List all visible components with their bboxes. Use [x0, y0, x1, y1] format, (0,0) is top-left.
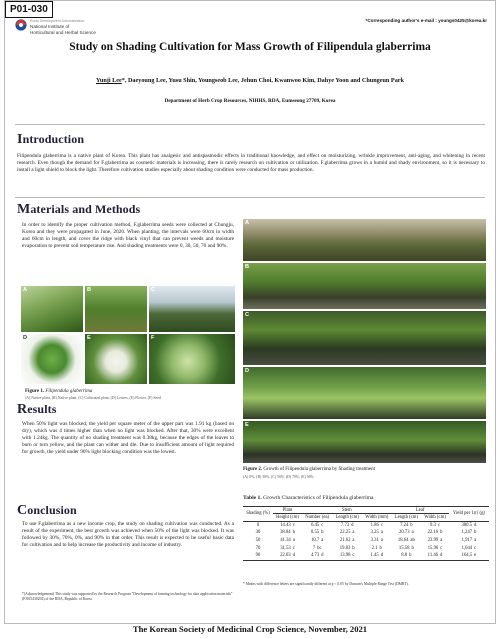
table-value: 7: [312, 545, 316, 551]
figure2-photo-b: B: [243, 263, 486, 309]
significance-letter: b: [474, 530, 477, 536]
methods-text: In order to identify the proper cultivation method, F.glaberrima seeds were collected at Chungju, Korea and they were propagated in June, 2020. When planting, the intervals were 60cm in width and 60cm in length, and cover the ridge with black vinyl that can prevent weeds and moisture evaporation to prevent soil temperature rise. And shading treatments were 0, 30, 50, 70 and 90%.: [22, 222, 234, 250]
table-cell: [421, 545, 449, 553]
institute-name: [30, 19, 96, 35]
acknowledgement: *(Acknowledgement) This study was supported by the Research Program "Development of farming technology for skin application materials" (PJ015430202) of the RDA, Republic of Korea.: [22, 592, 233, 601]
figure1-subcaption: (A) Native plant, (B) Native plant, (C) Cultivated plant, (D) Leaves, (E) Flower, (F) Seed: [25, 396, 161, 400]
col-stem-number: Number (ea): [302, 514, 332, 521]
table-value: 21.62: [339, 538, 351, 543]
table-cell: [302, 552, 332, 560]
table-cell: [362, 529, 391, 537]
table-value: 11.46: [427, 553, 439, 559]
table-value: 8.55: [310, 530, 320, 536]
table-cell: [332, 537, 362, 545]
table-value: 4.73: [310, 553, 320, 559]
table-cell-shading: 30: [255, 530, 261, 536]
significance-letter: c: [437, 522, 440, 528]
table-row: [243, 545, 489, 553]
table-row: [243, 521, 489, 529]
significance-letter: c: [380, 522, 383, 528]
significance-letter: a: [321, 538, 324, 543]
introduction-heading: Introduction: [17, 132, 85, 147]
results-text: When 50% light was blocked, the yield per square meter of the upper part was 1.91 kg (based on dry), which was 4 times higher than when no light was blocked. After that, 30% were excellent with 1.24kg. The quantity of no shading treatment was 0.38kg, because the edges of the leaves to burn or turn yellow, and the plant can wither and die. Due to insufficient amount of light required for growth, the yield under 90% light blocking condition was the lowest.: [22, 421, 234, 456]
col-leaf-width: Width (cm): [421, 514, 449, 521]
significance-letter: d: [321, 553, 324, 559]
significance-letter: b: [352, 545, 355, 551]
table-value: 15.58: [398, 545, 410, 551]
significance-letter: d: [292, 553, 295, 559]
table-cell: [449, 537, 489, 545]
significance-letter: c: [292, 545, 295, 551]
table-cell-shading: 0: [256, 522, 260, 528]
significance-letter: c: [292, 522, 295, 528]
table-cell: [392, 545, 422, 553]
table-value: 1,917: [461, 538, 473, 543]
table-value: 13.98: [339, 553, 351, 559]
table-value: 1,044: [461, 545, 473, 551]
significance-letter: d: [351, 522, 354, 528]
significance-letter: e: [474, 553, 477, 559]
figure1-photo-c: C: [149, 286, 235, 332]
significance-letter: d: [440, 553, 443, 559]
corresponding-email: *Corresponding author's e-mail : youngs0425@korea.kr: [365, 18, 487, 23]
table-value: 380.5: [461, 522, 473, 528]
table-value: 22.25: [339, 530, 351, 536]
table-value: 6.45: [311, 522, 320, 528]
table-value: 9.3: [430, 522, 436, 528]
col-stem: Stem: [302, 507, 391, 514]
col-shading: Shading (%): [243, 507, 273, 522]
table-value: 164.5: [461, 553, 473, 559]
table-value: 3.31: [370, 538, 379, 543]
table-value: 1,247: [461, 530, 473, 536]
table-cell: [449, 545, 489, 553]
table-value: 23.99: [427, 538, 439, 543]
table-cell: [449, 529, 489, 537]
poster-title: Study on Shading Cultivation for Mass Growth of Filipendula glaberrima: [69, 41, 431, 53]
table-cell: [273, 545, 302, 553]
significance-letter: d: [380, 553, 384, 559]
conclusion-text: To use F.glaberrima as a new income crop, the study on shading cultivation was conducted. As a result of the experiment, the best growth was achieved when 50% of the light was blocked. It was followed by 30%, 70%, 0%, and 90% in that order. This result is expected to be useful basic data for cultivation and to help increase the productivity and income of industry.: [22, 521, 234, 549]
conclusion-heading: Conclusion: [17, 503, 77, 518]
affiliation: Department of Herb Crop Resources, NIHHS, RDA, Eumseong 27709, Korea: [164, 98, 336, 104]
significance-letter: a: [474, 538, 477, 543]
table-cell: [421, 552, 449, 560]
table-cell: [302, 529, 332, 537]
growth-table: [243, 506, 489, 561]
introduction-text: Filipendula glaberrima is a native plant of Korea. This plant has analgesic and antispasmodic effects in traditional knowledge, and effect on moisturizing, wrinkle improvement, anti-aging, and whitening in recent research. Even though the demand for F.glaberrima as cosmetic materials is increasing, there is rarely research on cultivation or utilization. F.glaberrima grows in a humid and shady environment, so it is necessary to install a light shield to block the light. Therefore cultivation studies especially about shading condition were conducted for mass production.: [17, 153, 485, 174]
table-cell: [362, 521, 391, 529]
significance-letter: a: [292, 538, 295, 543]
figure1-photo-d: D: [21, 334, 83, 384]
figure1-photo-e: E: [85, 334, 147, 384]
table-cell: [302, 521, 332, 529]
table-cell: [302, 545, 332, 553]
table-cell: [273, 529, 302, 537]
table-cell: [362, 537, 391, 545]
table-cell-shading: 70: [255, 545, 261, 551]
table-cell: [392, 521, 422, 529]
table1-caption: Table 1. Growth Characteristics of Filipendula glaberrima: [243, 495, 374, 501]
table-cell: [421, 529, 449, 537]
institute-logo-icon: [15, 19, 27, 31]
table-value: 7.73: [340, 522, 350, 528]
table-value: 18.64: [397, 538, 409, 543]
poster: [4, 0, 496, 624]
col-plant: Plant: [273, 507, 302, 514]
significance-letter: c: [474, 545, 477, 551]
figure2-photo-a: A: [243, 219, 486, 261]
significance-letter: b: [410, 522, 413, 528]
table-cell: [332, 529, 362, 537]
table-value: 20.73: [399, 530, 410, 536]
significance-letter: a: [352, 538, 355, 543]
table-cell-shading: 50: [255, 538, 261, 543]
figure1-photo-a: A: [21, 286, 83, 332]
significance-letter: a: [352, 530, 355, 536]
figure2-photo-e: E: [243, 421, 486, 463]
table-cell: [332, 521, 362, 529]
table-cell: [273, 521, 302, 529]
table-value: 7.24: [400, 522, 409, 528]
table-value: 19.83: [339, 545, 351, 551]
significance-letter: b: [379, 545, 382, 551]
significance-letter: c: [440, 545, 443, 551]
table-cell: [392, 552, 422, 560]
table-value: 8.8: [401, 553, 408, 559]
table-row: [243, 552, 489, 560]
significance-letter: b: [411, 545, 414, 551]
col-stem-length: Length (cm): [332, 514, 362, 521]
institute-parent: Rural Development Administration: [30, 19, 85, 23]
table-value: 3.25: [370, 530, 379, 536]
figure1-photo-f: F: [149, 334, 235, 384]
table-value: 14.43: [280, 522, 291, 528]
col-yield: Yield per 1㎡ (g): [449, 507, 489, 522]
significance-letter: a: [411, 530, 414, 536]
table1-footnote: * Means with difference letters are significantly different at p < 0.05 by Duncan's Multiple Range Test (DMRT).: [243, 582, 409, 586]
author-list: [5, 77, 495, 84]
figure2-subcaption: (A) 0%, (B) 30%, (C) 50%, (D) 70%, (E) 90%: [243, 475, 314, 479]
poster-id-badge: P01-030: [5, 1, 53, 18]
table-value: 22.16: [427, 530, 439, 536]
table-cell: [302, 537, 332, 545]
table-cell: [332, 552, 362, 560]
methods-heading: Materials and Methods: [17, 202, 141, 217]
table-value: 41.34: [280, 538, 291, 543]
significance-letter: a: [440, 538, 443, 543]
table-cell: [421, 537, 449, 545]
table-cell-shading: 90: [243, 552, 273, 560]
conference-footer: The Korean Society of Medicinal Crop Science, November, 2021: [132, 624, 368, 634]
significance-letter: b: [292, 530, 295, 536]
table-cell: [332, 545, 362, 553]
figure1-caption: Figure 1. Filipendula glaberrima: [25, 389, 93, 394]
table-row: [243, 537, 489, 545]
institute-line-1: National Institute of: [30, 24, 70, 30]
significance-letter: bc: [317, 545, 322, 551]
significance-letter: c: [321, 522, 324, 528]
table-value: 15.96: [427, 545, 439, 551]
table-cell: [362, 552, 391, 560]
figure1-photo-b: B: [85, 286, 147, 332]
col-leaf-length: Length (cm): [392, 514, 422, 521]
figure2-photo-d: D: [243, 367, 486, 419]
col-plant-height: Height (cm): [273, 514, 302, 521]
table-cell: [449, 552, 489, 560]
table-cell: [362, 545, 391, 553]
significance-letter: d: [474, 522, 477, 528]
significance-letter: b: [409, 553, 412, 559]
table-cell: [273, 552, 302, 560]
significance-letter: b: [321, 530, 324, 536]
significance-letter: a: [380, 538, 383, 543]
table-cell: [392, 529, 422, 537]
table-row: [243, 529, 489, 537]
significance-letter: b: [440, 530, 443, 536]
col-leaf: Leaf: [392, 507, 449, 514]
table-value: 22.03: [280, 553, 291, 559]
figure2-caption: Figure 2. Growth of Filipendula glaberrima by Shading treatment: [243, 467, 375, 472]
figure2-photo-c: C: [243, 311, 486, 365]
lead-author: Yunji Lee: [96, 77, 122, 84]
header-divider: [15, 124, 485, 125]
table-cell: [392, 537, 422, 545]
significance-letter: ab: [410, 538, 415, 543]
table-cell: [421, 521, 449, 529]
table-value: 1.86: [370, 522, 379, 528]
table-cell: [449, 521, 489, 529]
col-stem-width: Width (mm): [362, 514, 391, 521]
table-value: 2.1: [371, 545, 378, 551]
intro-divider: [15, 197, 485, 198]
table-value: 1.45: [370, 553, 379, 559]
table-value: 10.7: [311, 538, 320, 543]
table-value: 31.53: [280, 545, 291, 551]
significance-letter: a: [380, 530, 383, 536]
table-value: 38.84: [280, 530, 291, 536]
results-heading: Results: [17, 402, 57, 417]
table-cell: [273, 537, 302, 545]
co-authors: *, Daeyoung Lee, Yusu Shin, Youngseob Lee, Jehun Choi, Kwanwoo Kim, Dahye Yoon and Chungeun Park: [121, 77, 404, 84]
institute-line-2: Horticultural and Herbal Science: [30, 29, 96, 35]
significance-letter: c: [352, 553, 355, 559]
